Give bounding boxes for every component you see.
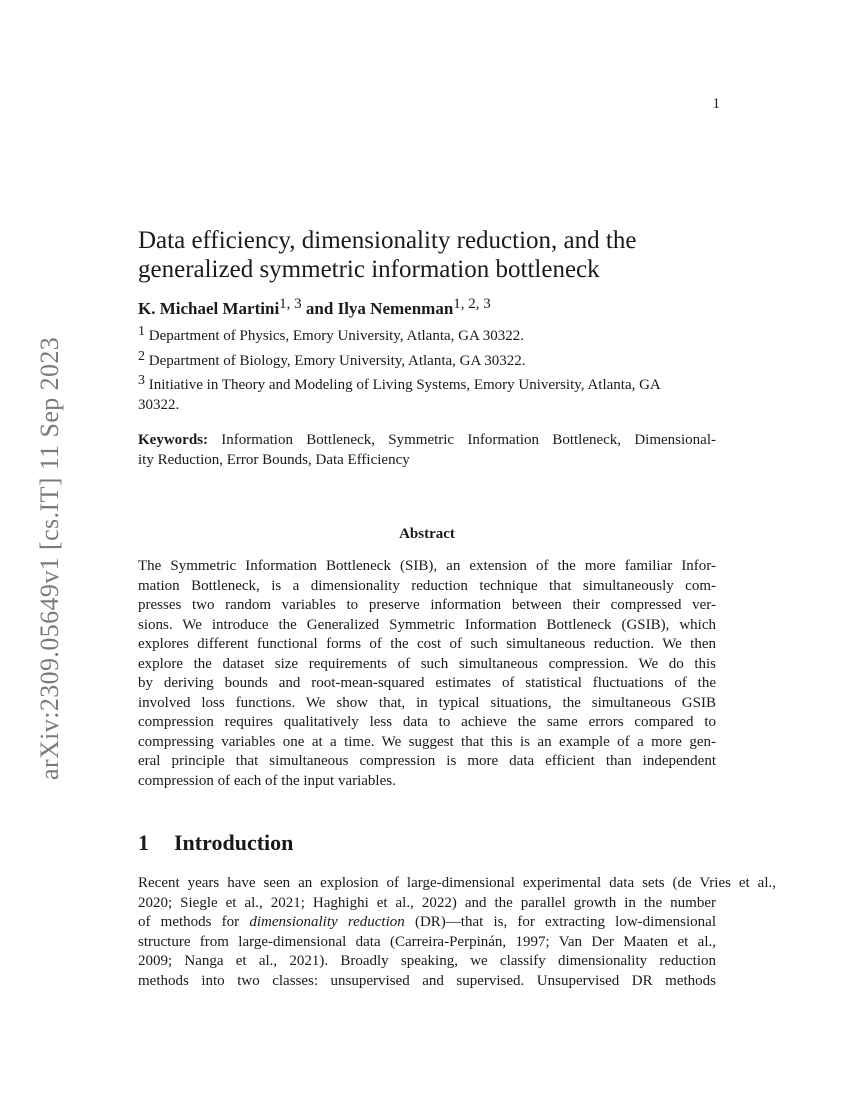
- intro-line: structure from large-dimensional data (Carreira-Perpinán, 1997; Van Der Maaten et al.,: [138, 933, 716, 950]
- author-list: [138, 296, 491, 319]
- keywords-label: Keywords:: [138, 432, 208, 448]
- affiliation-mark: 2: [138, 349, 145, 364]
- page-number: 1: [712, 96, 720, 112]
- intro-emphasis: dimensionality reduction: [249, 914, 405, 930]
- intro-line: 2009; Nanga et al., 2021). Broadly speaking, we classify dimensionality reduction: [138, 953, 716, 969]
- abstract-line: mation Bottleneck, is a dimensionality reduction technique that simultaneously com-: [138, 577, 716, 594]
- affiliation-mark: 3: [138, 373, 145, 388]
- author-name: K. Michael Martini: [138, 299, 280, 318]
- intro-line: Recent years have seen an explosion of large-dimensional experimental data sets (de Vries et al.,: [138, 875, 776, 891]
- author-affiliation-marks: 1, 3: [279, 296, 302, 312]
- abstract-line: involved loss functions. We show that, in typical situations, the simultaneous GSIB: [138, 694, 716, 711]
- abstract-line: The Symmetric Information Bottleneck (SIB), an extension of the more familiar Infor-: [138, 558, 716, 574]
- section-title: Introduction: [174, 830, 294, 855]
- abstract-line: explore the dataset size requirements of such simultaneous compression. We do this: [138, 655, 716, 672]
- affiliation-mark: 1: [138, 324, 145, 339]
- title-line: Data efficiency, dimensionality reduction, and the: [138, 227, 637, 254]
- abstract-line: sions. We introduce the Generalized Symmetric Information Bottleneck (GSIB), which: [138, 616, 716, 633]
- keywords-line: ity Reduction, Error Bounds, Data Efficiency: [138, 451, 410, 468]
- abstract-line: presses two random variables to preserve information between their compressed ver-: [138, 597, 716, 613]
- title-line: generalized symmetric information bottleneck: [138, 256, 600, 283]
- abstract-line: explores different functional forms of the cost of such simultaneous reduction. We then: [138, 636, 716, 652]
- affiliation-text: Department of Biology, Emory University, Atlanta, GA 30322.: [148, 353, 526, 369]
- affiliation-text-continuation: 30322.: [138, 397, 180, 413]
- intro-text: of methods for: [138, 914, 250, 930]
- author-name: Ilya Nemenman: [337, 299, 454, 318]
- abstract-body: [138, 557, 716, 791]
- keywords-text: Information Bottleneck, Symmetric Information Bottleneck, Dimensional-: [221, 432, 716, 448]
- arxiv-identifier-stamp: arXiv:2309.05649v1 [cs.IT] 11 Sep 2023: [35, 336, 64, 780]
- author-joiner: and: [301, 299, 338, 318]
- affiliation-text: Department of Physics, Emory University, Atlanta, GA 30322.: [148, 328, 524, 344]
- affiliation-text: Initiative in Theory and Modeling of Living Systems, Emory University, Atlanta, GA: [148, 377, 661, 393]
- affiliation: [138, 322, 718, 346]
- section-number: 1: [138, 830, 149, 855]
- intro-line: 2020; Siegle et al., 2021; Haghighi et al., 2022) and the parallel growth in the number: [138, 894, 716, 911]
- intro-line: methods into two classes: unsupervised and supervised. Unsupervised DR methods: [138, 972, 716, 989]
- keywords: [138, 431, 716, 470]
- section-heading-introduction: [138, 830, 293, 856]
- abstract-line: compressing variables one at a time. We suggest that this is an example of a more gen-: [138, 733, 716, 750]
- intro-line: [138, 913, 716, 933]
- abstract-heading: Abstract: [399, 526, 455, 542]
- abstract-line: by deriving bounds and root-mean-squared estimates of statistical fluctuations of the: [138, 675, 716, 691]
- affiliation: [138, 347, 718, 371]
- intro-text: (DR)—that is, for extracting low-dimensional: [404, 914, 716, 930]
- introduction-body: [138, 874, 776, 991]
- abstract-line: compression requires qualitatively less data to achieve the same errors compared to: [138, 714, 716, 730]
- abstract-line: compression of each of the input variables.: [138, 772, 396, 789]
- abstract-line: eral principle that simultaneous compression is more data efficient than independent: [138, 753, 716, 769]
- paper-title: [138, 226, 728, 284]
- author-affiliation-marks: 1, 2, 3: [453, 296, 491, 312]
- keywords-line: [138, 431, 716, 451]
- affiliation: [138, 371, 718, 415]
